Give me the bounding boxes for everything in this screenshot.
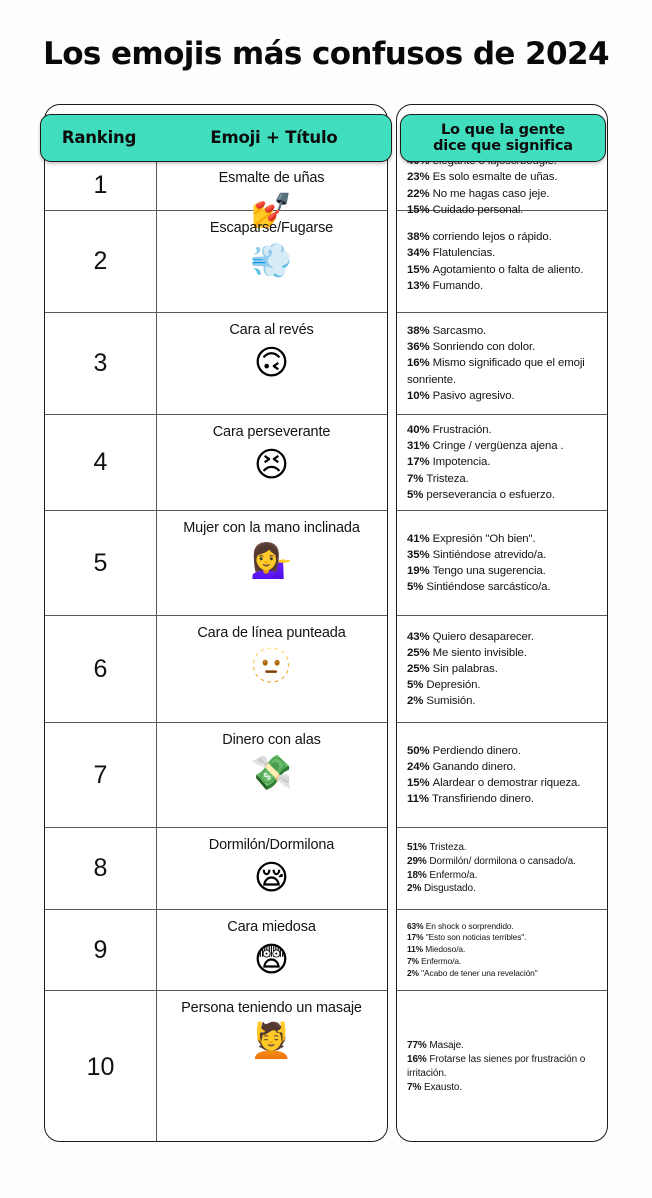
meaning-text: "Acabo de tener una revelación" <box>421 967 538 978</box>
meaning-entry <box>407 278 597 294</box>
meaning-percent: 38% <box>407 231 433 244</box>
meaning-text: Tengo una sugerencia. <box>432 565 546 577</box>
meaning-text: Perdiendo dinero. <box>432 744 521 757</box>
emoji-title-label: Escaparse/Fugarse <box>209 220 334 236</box>
meaning-text: Exausto. <box>423 1081 463 1093</box>
emoji-title-cell <box>156 211 387 312</box>
meaning-text: Depresión. <box>426 679 481 692</box>
meaning-entry <box>407 882 597 896</box>
meaning-text: Pasivo agresivo. <box>432 389 515 402</box>
meaning-entry <box>407 169 597 185</box>
rank-number: 3 <box>93 349 108 377</box>
meaning-percent: 29% <box>407 855 430 867</box>
meaning-row <box>397 616 607 723</box>
meaning-entry <box>407 677 597 693</box>
dashing-away-emoji: 💨 <box>250 241 293 282</box>
header-meaning-label <box>433 122 573 154</box>
ranking-row <box>45 828 387 910</box>
meaning-entry <box>407 323 597 339</box>
ranking-row <box>45 723 387 828</box>
emoji-title-label: Cara miedosa <box>227 919 316 935</box>
meaning-text: Enfermo/a. <box>421 955 462 966</box>
meaning-percent: 5% <box>407 488 427 501</box>
meaning-entry <box>407 661 597 677</box>
meaning-entry <box>407 1081 597 1095</box>
rank-number: 2 <box>93 247 108 275</box>
meanings-rows <box>397 161 607 1141</box>
meaning-entry <box>407 1039 597 1053</box>
sleepy-face-emoji: 😪 <box>253 858 290 899</box>
meaning-entry <box>407 791 597 807</box>
rank-number: 7 <box>93 760 108 789</box>
meaning-percent: 18% <box>407 869 430 881</box>
emoji-title-label: Cara al revés <box>229 322 314 338</box>
emoji-title-label: Cara de línea punteada <box>197 625 346 641</box>
meaning-entry <box>407 855 597 869</box>
ranking-rows <box>45 161 387 1141</box>
meaning-text: "Esto son noticias terribles". <box>425 932 527 943</box>
meaning-text: Fumando. <box>432 279 484 292</box>
meaning-text: Sarcasmo. <box>432 325 487 338</box>
meaning-percent: 36% <box>407 341 433 354</box>
meaning-entry <box>407 956 597 968</box>
meaning-percent: 7% <box>407 955 422 966</box>
meaning-percent: 16% <box>407 357 433 370</box>
meaning-entry <box>407 629 597 645</box>
meaning-text: No me hagas caso jeje. <box>432 187 550 200</box>
meaning-text: Sin palabras. <box>432 662 498 675</box>
meaning-text: Frustración. <box>432 424 492 437</box>
meaning-text: perseverancia o esfuerzo. <box>426 488 555 501</box>
rank-title-column-divider <box>156 161 157 1141</box>
meaning-row <box>397 511 607 616</box>
meaning-entry <box>407 1053 597 1081</box>
upside-down-face-emoji: 🙃 <box>253 343 290 384</box>
meaning-entry <box>407 869 597 883</box>
rank-number: 6 <box>93 654 108 683</box>
header-meaning-line-1: Lo que la gente <box>441 121 565 138</box>
meanings-card <box>396 104 608 1142</box>
meaning-percent: 38% <box>407 325 433 338</box>
emoji-title-cell <box>156 828 387 909</box>
emoji-title-cell <box>156 910 387 990</box>
dotted-line-face-emoji: 🫥 <box>250 646 293 687</box>
emoji-title-label: Cara perseverante <box>212 424 331 440</box>
meaning-text: Enfermo/a. <box>429 869 478 881</box>
header-ranking-label: Ranking <box>61 127 137 147</box>
meaning-percent: 17% <box>407 456 433 469</box>
meaning-percent: 17% <box>407 932 426 943</box>
meaning-entry <box>407 245 597 261</box>
meaning-percent: 11% <box>407 793 432 806</box>
meaning-percent: 5% <box>407 581 427 594</box>
meaning-entry <box>407 229 597 245</box>
money-with-wings-emoji: 💸 <box>250 753 293 794</box>
meaning-entry <box>407 775 597 791</box>
meaning-entry <box>407 339 597 355</box>
meaning-text: Me siento invisible. <box>432 646 527 659</box>
meaning-entry <box>407 932 597 944</box>
meaning-entry <box>407 743 597 759</box>
meaning-entry <box>407 186 597 202</box>
meaning-percent: 2% <box>407 695 427 708</box>
meaning-text: Masaje. <box>429 1040 464 1052</box>
meaning-text: Es solo esmalte de uñas. <box>432 171 558 184</box>
meaning-entry <box>407 921 597 933</box>
meaning-text: Tristeza. <box>429 841 467 853</box>
header-emoji-title-label: Emoji + Título <box>210 127 338 147</box>
infographic-title: Los emojis más confusos de 2024 <box>43 36 609 72</box>
rank-number: 10 <box>86 1052 115 1081</box>
meaning-percent: 25% <box>407 646 433 659</box>
ranking-row <box>45 511 387 616</box>
meaning-percent: 13% <box>407 279 433 292</box>
meaning-entry <box>407 841 597 855</box>
meaning-text: Tristeza. <box>426 472 469 485</box>
meaning-row <box>397 723 607 828</box>
meaning-text: En shock o sorprendido. <box>425 920 514 931</box>
meaning-percent: 24% <box>407 760 433 773</box>
meaning-text: Quiero desaparecer. <box>432 630 534 643</box>
meaning-text: Disgustado. <box>423 883 476 895</box>
emoji-title-label: Dinero con alas <box>222 732 321 748</box>
meaning-entry <box>407 547 597 563</box>
emoji-title-label: Dormilón/Dormilona <box>208 837 335 853</box>
meaning-entry <box>407 563 597 579</box>
meaning-text: Dormilón/ dormilona o cansado/a. <box>429 855 576 867</box>
meaning-percent: 40% <box>407 424 433 437</box>
meaning-percent: 10% <box>407 389 433 402</box>
ranking-card <box>44 104 388 1142</box>
meaning-percent: 43% <box>407 630 433 643</box>
meaning-percent: 63% <box>407 920 426 931</box>
meaning-percent: 16% <box>407 1054 430 1066</box>
meaning-percent: 11% <box>407 944 426 955</box>
meaning-text: Agotamiento o falta de aliento. <box>432 263 584 276</box>
meaning-entry <box>407 645 597 661</box>
ranking-row <box>45 910 387 991</box>
meaning-text: corriendo lejos o rápido. <box>432 231 552 244</box>
meaning-row <box>397 211 607 313</box>
meaning-text: Impotencia. <box>432 456 491 469</box>
ranking-row <box>45 211 387 313</box>
meaning-percent: 15% <box>407 263 433 276</box>
meaning-entry <box>407 388 597 404</box>
meaning-entry <box>407 438 597 454</box>
meaning-text: Flatulencias. <box>432 247 496 260</box>
person-getting-massage-emoji: 💆 <box>250 1021 293 1062</box>
rank-number: 4 <box>93 448 108 476</box>
meaning-percent: 31% <box>407 440 433 453</box>
emoji-title-cell <box>156 723 387 827</box>
meaning-row <box>397 910 607 991</box>
meaning-entry <box>407 487 597 503</box>
emoji-title-cell <box>156 616 387 722</box>
meaning-entry <box>407 579 597 595</box>
meaning-entry <box>407 471 597 487</box>
meaning-text: Cuidado personal. <box>432 203 524 216</box>
emoji-title-label: Mujer con la mano inclinada <box>183 520 360 536</box>
rank-number: 8 <box>93 854 108 882</box>
meaning-percent: 50% <box>407 744 433 757</box>
meaning-text: Cringe / vergüenza ajena . <box>432 440 564 453</box>
meaning-text: Miedoso/a. <box>425 944 466 955</box>
meaning-text: Sumisión. <box>426 695 476 708</box>
meaning-row <box>397 161 607 216</box>
meaning-entry <box>407 693 597 709</box>
rank-number: 9 <box>93 935 108 964</box>
ranking-row <box>45 991 387 1142</box>
meaning-entry <box>407 759 597 775</box>
meaning-percent: 41% <box>407 532 433 545</box>
fearful-face-emoji: 😨 <box>253 940 290 981</box>
meaning-text: Sonriendo con dolor. <box>432 341 536 354</box>
meaning-percent: 77% <box>407 1040 430 1052</box>
meaning-percent: 23% <box>407 171 433 184</box>
meaning-text: Sintiéndose atrevido/a. <box>432 548 547 561</box>
meaning-entry <box>407 454 597 470</box>
meaning-row <box>397 313 607 415</box>
meaning-text: Frotarse las sienes por frustración o irritación. <box>407 1054 586 1079</box>
meaning-text: Transfiriendo dinero. <box>431 793 534 806</box>
meaning-entry <box>407 531 597 547</box>
meaning-entry <box>407 944 597 956</box>
meaning-percent: 7% <box>407 1081 424 1093</box>
meaning-percent: 51% <box>407 841 430 853</box>
meaning-percent: 25% <box>407 662 433 675</box>
meaning-text: Sintiéndose sarcástico/a. <box>426 581 551 594</box>
meaning-entry <box>407 968 597 980</box>
emoji-title-label: Esmalte de uñas <box>218 170 325 186</box>
meaning-entry <box>407 355 597 387</box>
meaning-percent: 35% <box>407 548 433 561</box>
meaning-percent: 22% <box>407 187 433 200</box>
ranking-row <box>45 415 387 511</box>
woman-tipping-hand-emoji: 💁‍♀️ <box>250 541 293 582</box>
meaning-percent: 2% <box>407 883 424 895</box>
meaning-percent: 5% <box>407 679 427 692</box>
ranking-card-header <box>40 114 392 162</box>
meaning-row <box>397 991 607 1142</box>
meaning-entry <box>407 422 597 438</box>
rank-number: 1 <box>93 171 108 199</box>
rank-number: 5 <box>93 548 108 577</box>
meaning-text: Expresión "Oh bien". <box>432 532 536 545</box>
meaning-percent: 34% <box>407 247 433 260</box>
nail-polish-emoji: 💅 <box>250 191 293 232</box>
meaning-percent: 15% <box>407 777 433 789</box>
emoji-title-cell <box>156 991 387 1142</box>
emoji-title-label: Persona teniendo un masaje <box>181 1000 362 1016</box>
meaning-percent: 15% <box>407 203 433 216</box>
meaning-percent: 7% <box>407 472 427 485</box>
emoji-title-cell <box>156 415 387 510</box>
meaning-percent: 19% <box>407 565 433 577</box>
ranking-row <box>45 616 387 723</box>
emoji-title-cell <box>156 511 387 615</box>
meaning-row <box>397 415 607 511</box>
meaning-text: Alardear o demostrar riqueza. <box>432 777 581 789</box>
meanings-card-header <box>400 114 606 162</box>
meaning-text: Ganando dinero. <box>432 760 516 773</box>
meaning-percent: 2% <box>407 967 422 978</box>
meaning-entry <box>407 262 597 278</box>
header-meaning-line-2: dice que significa <box>433 138 573 154</box>
persevering-face-emoji: 😣 <box>253 445 290 486</box>
meaning-text: Mismo significado que el emoji sonriente. <box>407 357 585 386</box>
ranking-row <box>45 313 387 415</box>
emoji-title-cell <box>156 313 387 414</box>
meaning-row <box>397 828 607 910</box>
